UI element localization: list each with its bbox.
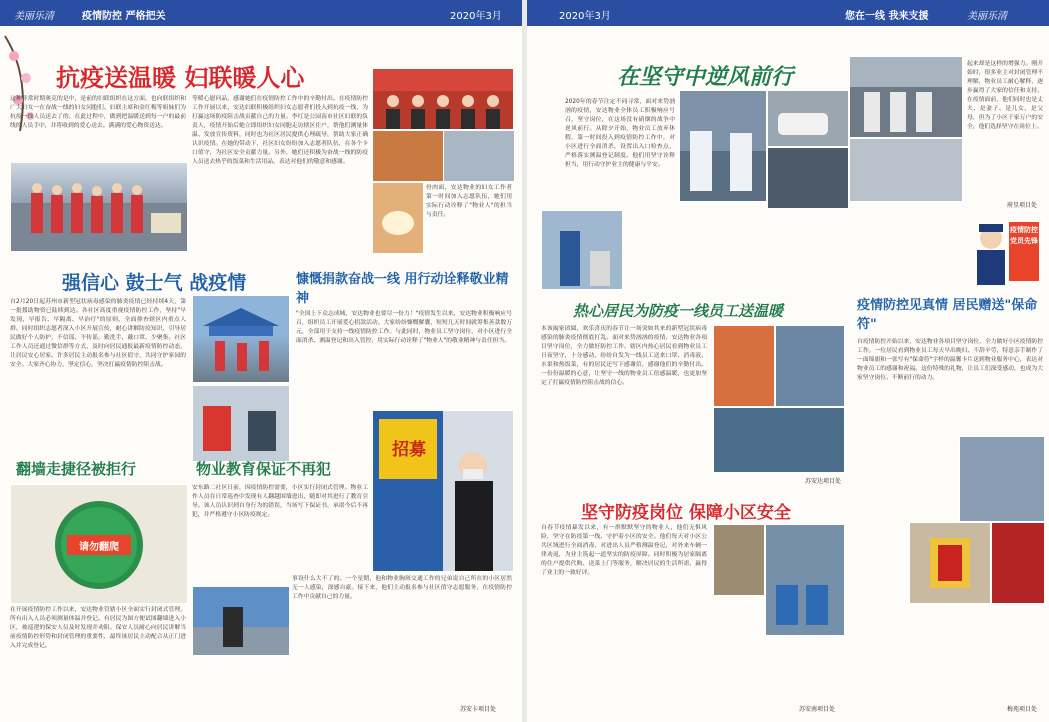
- left-page: [0, 0, 522, 722]
- story-3: "全国上下众志成城，安达物业也要尽一份力！"疫情发生以来，安达物业积极响应号召，组织员工开展爱心捐款活动。大家纷纷慷慨解囊，短短几天时间就筹集善款数万元，全部用于支持一线疫情防控工作。与此同时，物业员工坚守岗位，对小区进行全面消杀、测温登记和出入管控，用实际行动诠释了"物业人"的敬业精神与责任担当。: [296, 311, 512, 344]
- right-issue-date: 2020年3月: [559, 11, 611, 22]
- right-page: [527, 0, 1049, 722]
- headline-warm-residents: 热心居民为防疫一线员工送温暖: [573, 302, 784, 320]
- byline-meiyuan: 梅苑项目处: [1007, 706, 1038, 713]
- byline-fuxing: 府星项目处: [1007, 202, 1038, 209]
- headline-donation: [296, 270, 512, 308]
- staff-group-photo: [713, 407, 845, 473]
- left-masthead: [0, 0, 522, 26]
- wall-sign-photo: [10, 484, 188, 604]
- masthead-title: 疫情防控 严格把关: [82, 11, 166, 22]
- headline-talisman: [857, 296, 1043, 334]
- story-4: 在开展疫情防控工作以来，安达物业管辖小区全面实行封闭式管理，所有出入人员必须测量体温并登记。有居民为图方便试图翻墙进入小区，被巡逻的保安人员及时发现并劝阻。保安人员耐心向居民讲解当前疫情防控形势和封闭管理的重要性，最终该居民主动配合从正门进入并完成登记。: [10, 607, 186, 649]
- night-duty-photo: [767, 147, 849, 209]
- story-1-col1: 这种非常时期奥克的是中，是前的妇联组织在这方面，也向联组织和广大妇女一在奋战一线的妇女同胞们、妇联主席和金红梅等姐妹们为抗疫一线人员送去了的。在此过程中，做到把温暖送到每一户的最前线的人员手中，并将收到的爱心送去。满满的爱心物资送达。: [10, 96, 186, 129]
- story-guard-post: 自春节疫情暴发以来，有一群默默坚守的物业人，他们无惧风险，坚守在防疫第一线，守护着小区的安全。他们每天对小区公共区域进行全面消毒，对进出人员严格测温登记，对外来车辆一律劝返，为业主筑起一道坚实的防疫屏障。同时积极为居家隔离的住户提供代购、送菜上门等服务，解决居民的生活所需，赢得了业主的一致好评。: [541, 525, 707, 576]
- clinic-photo: [713, 524, 765, 596]
- recruit-banner-photo: [372, 410, 514, 572]
- delivery-photo: [959, 436, 1045, 522]
- talisman-photo: [909, 522, 991, 604]
- disinfect-photo: [765, 524, 845, 636]
- right-masthead: [527, 0, 1049, 26]
- team-photo: [849, 56, 963, 138]
- story-talisman: 自疫情防控开始以来，安达物业各项目坚守岗位，全力做好小区疫情防控工作。一位居民看到物业员工每天早出晚归、不辞辛劳，特意亲手制作了一面锦旗和一张写有"保命符"字样的温馨卡片送到物业服务中心，表达对物业员工的感谢和祝福。这份特殊的礼物，让员工们深受感动，也成为大家坚守岗位、不断前行的动力。: [857, 339, 1043, 381]
- headline-guard-post: 坚守防疫岗位 保障小区安全: [581, 503, 791, 523]
- headline-education: 物业教育保证不再犯: [196, 460, 332, 478]
- volunteers-photo: [10, 162, 188, 252]
- checkpoint-photo: [192, 385, 290, 462]
- right-masthead-logo: 美丽乐清: [967, 11, 1007, 22]
- market-photo: [372, 130, 444, 182]
- recruit-banner-text: 招募: [392, 440, 426, 460]
- wall-sign-text: 请勿翻爬: [79, 542, 119, 553]
- story-steadfast: 2020年的春节注定不同寻常，面对来势汹汹的疫情，安达物业全体员工积极响应号召，坚守岗位，在这场没有硝烟的战争中逆风前行。从除夕开始，物业员工放弃休假，第一时间投入到疫情防控工作中，对小区进行全面消杀，设置出入口检查点，严格落实测温登记制度。他们用坚守诠释担当，用行动守护业主的健康与平安。: [565, 99, 675, 168]
- story-steadfast-side: 起来却是这样的增强力。刚开始时，很多业主对封闭管理不理解，物业员工耐心解释，逐步赢得了大家的信任和支持。在疫情面前，他们同时也是丈夫、是妻子、是儿女、是父母，但为了小区千家万户的安全，他们选择坚守在岗位上。: [967, 61, 1043, 130]
- headline-warmth: 抗疫送温暖 妇联暖人心: [56, 63, 305, 92]
- car-check-photo: [767, 90, 849, 147]
- byline-suanda: 苏安达项目处: [805, 478, 842, 485]
- party-sign: 疫情防控 党员先锋: [1009, 222, 1039, 281]
- story-1-col3: 骨肉面，安达物业的妇女工作者第一时间加入志愿队伍，她们用实际行动诠释了"物业人"的担当与责任。: [426, 185, 512, 218]
- story-steadfast-bottom: [627, 212, 843, 282]
- tent-photo: [192, 295, 290, 383]
- medical-staff-photo: [679, 90, 767, 202]
- thanks-photo: [775, 325, 845, 407]
- donation-photo: [443, 130, 515, 182]
- street-photo: [849, 138, 963, 202]
- flag-photo: [991, 522, 1045, 604]
- headline-talisman-text: 疫情防控见真情 居民赠送"保命符": [857, 298, 1038, 332]
- story-6: 事设什么大不了的。一个星期，他和物业胸斑交通工作的兄弟说自己所在的小区居然无一人感染，深感自豪。接下来，他们主动报名参与社区值守志愿服务，在疫情防控工作中贡献自己的力量。: [292, 576, 512, 600]
- headline-wall: 翻墙走捷径被拒行: [16, 460, 137, 478]
- left-byline: 苏安卡项目处: [460, 706, 497, 713]
- byline-suannan: 苏安南项目处: [799, 706, 836, 713]
- story-2: 自2月20日起苏州市新型冠状病毒感染的肺炎疫情已经持续4天，第一批援助物资已陆续到达。各社区高度重视疫情防控工作，坚持"早发现、早报告、早隔离、早治疗"的原则，全面排查辖区内重点人群。同时组织志愿者深入小区开展宣传，耐心讲解防疫知识，引导居民做好个人防护，不信谣、不传谣，勤洗手、戴口罩、少聚集。社区工作人员还通过微信群等方式，及时向居民通报最新疫情防控动态，让居民安心居家。许多居民主动报名参与社区值守，共同守护家园的安全。大家齐心协力，坚定信心，坚决打赢疫情防控阻击战。: [10, 299, 186, 368]
- story-1-col2: 等暖心慰问品，感谢她们在疫情防控工作中的辛勤付出。在疫情防控工作开展以来，安达妇联积极组织妇女志愿者们投入到抗疫一线，为打赢这场防疫阻击战贡献自己的力量。李红是公园南市社区妇联的负责人，疫情开始后她立即组织妇女同胞走访辖区住户，帮他们测量体温、发放宣传资料，同时也为社区居民提供心理疏导，帮助大家正确认识疫情。在她的带动下，社区妇女纷纷加入志愿者队伍，在各个卡口值守，为社区安全贡献力量。另外，她们还积极为奋战一线的防疫人员送去热乎的饭菜和生活用品，表达对他们的敬意和感谢。: [192, 96, 368, 165]
- headline-confidence: 强信心 鼓士气 战疫情: [62, 272, 247, 294]
- gift-photo: [713, 325, 775, 407]
- story-warm-residents: 本该阖家团圆，欢乐喜庆的春节让一场突如其来的新型冠状病毒感染的肺炎疫情彻底打乱。面对来势汹汹的疫情，安达物业各项目坚守岗位，全力做好防控工作。辖区内热心居民看到物业员工日夜坚守，十分感动，纷纷自发为一线员工送来口罩、消毒液、水果和热饭菜，有的居民还写下感谢信，感谢他们的辛勤付出。一份份温暖的心意，让坚守一线的物业员工倍感温暖，也更加坚定了打赢疫情防控阻击战的信心。: [541, 326, 707, 386]
- headline-donation-text: 慷慨捐款奋战一线 用行动诠释敬业精神: [296, 272, 509, 306]
- celebration-photo: [372, 68, 514, 130]
- volunteer-trash-photo: [541, 210, 623, 290]
- headline-steadfast: 在坚守中逆风前行: [617, 64, 794, 90]
- guard-photo: [192, 586, 290, 656]
- issue-date: 2020年3月: [450, 11, 502, 22]
- right-slogan: 您在一线 我来支援: [845, 11, 929, 22]
- story-5: 安东路二社区日前，因疫情防控需要，小区实行封闭式管理。物业工作人员在日常巡查中发现有人翻越围墙进出，随即对其进行了教育引导。该人员认识到自身行为的错误，当场写下保证书，承诺今后不再犯，并严格遵守小区防疫规定。: [192, 485, 368, 518]
- food-photo: [372, 182, 424, 254]
- masthead-logo: 美丽乐清: [14, 11, 54, 22]
